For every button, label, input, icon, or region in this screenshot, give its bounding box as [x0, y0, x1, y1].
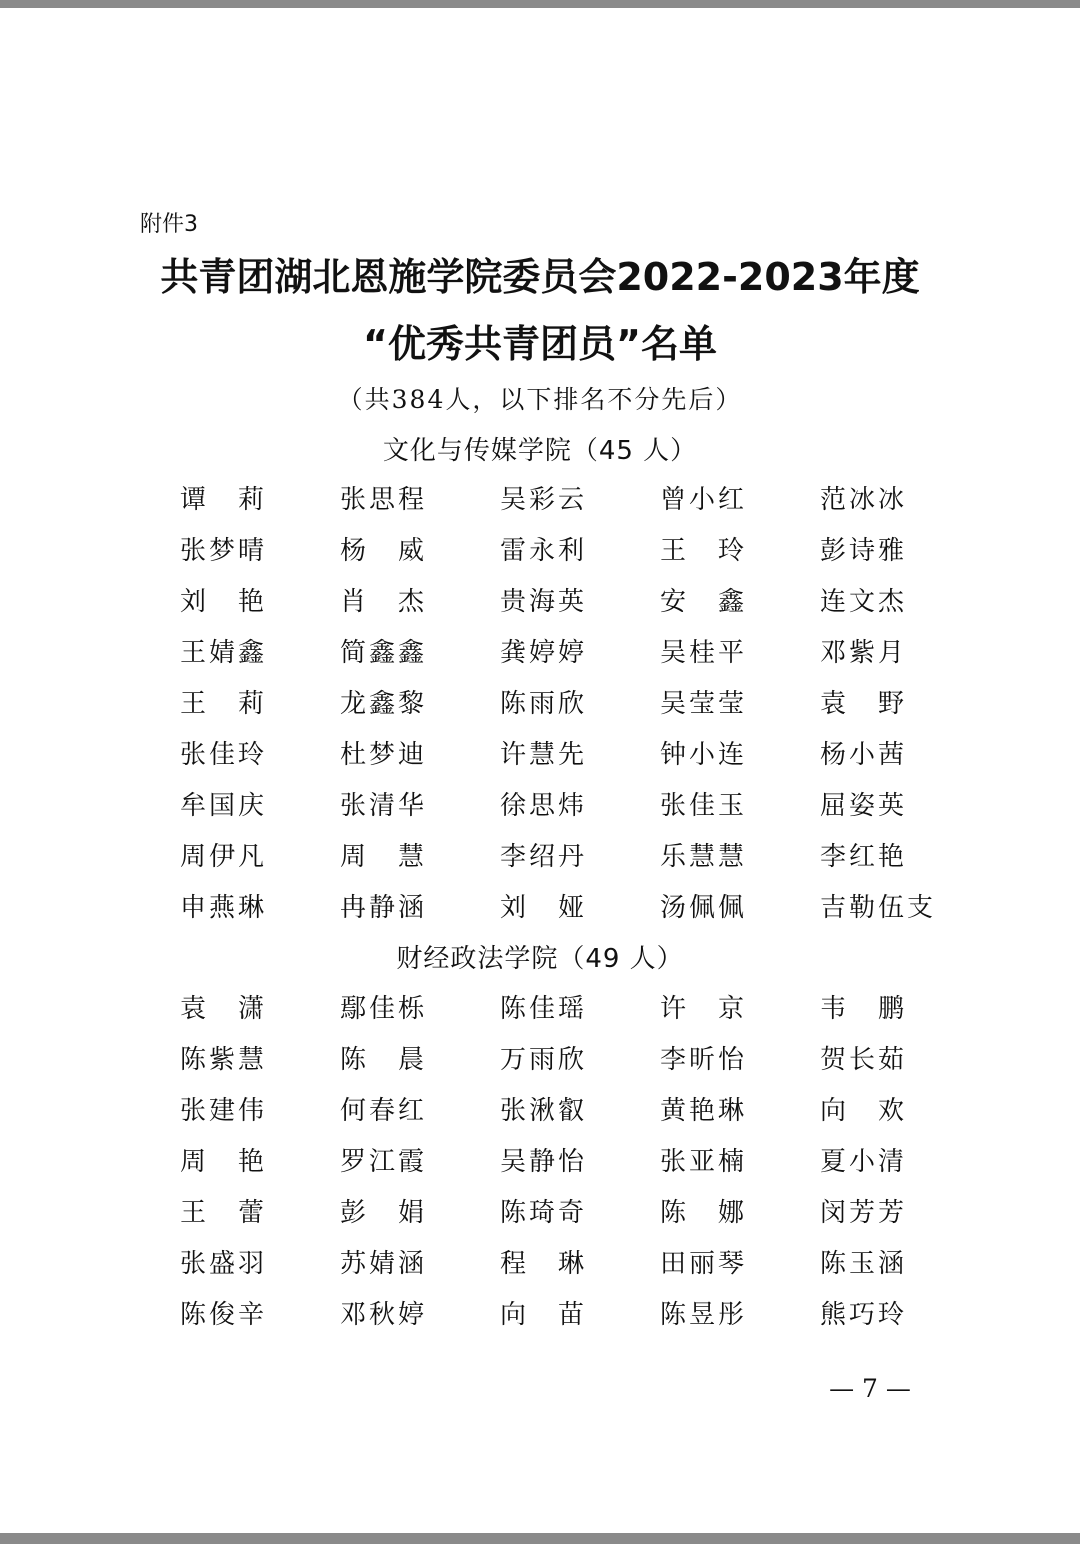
name-entry: 雷永利: [500, 536, 588, 566]
name-entry: 邓紫月: [820, 638, 908, 668]
name-entry: 杜梦迪: [340, 740, 428, 770]
name-entry: 陈玉涵: [820, 1249, 908, 1279]
name-entry: 王 蕾: [180, 1198, 268, 1228]
name-entry: 黄艳琳: [660, 1096, 748, 1126]
name-entry: 张佳玉: [660, 791, 748, 821]
name-entry: 陈佳瑶: [500, 994, 588, 1024]
name-entry: 张盛羽: [180, 1249, 268, 1279]
name-entry: 吴静怡: [500, 1147, 588, 1177]
name-entry: 牟国庆: [180, 791, 268, 821]
name-entry: 屈姿英: [820, 791, 908, 821]
name-entry: 张梦晴: [180, 536, 268, 566]
name-entry: 向 欢: [820, 1096, 908, 1126]
name-entry: 韦 鹏: [820, 994, 908, 1024]
name-entry: 袁 潇: [180, 994, 268, 1024]
name-entry: 申燕琳: [180, 893, 268, 923]
name-entry: 龚婷婷: [500, 638, 588, 668]
name-list-finance-law: [180, 989, 980, 1346]
document-note: （共384人，以下排名不分先后）: [337, 385, 743, 414]
name-entry: 张佳玲: [180, 740, 268, 770]
name-entry: 闵芳芳: [820, 1198, 908, 1228]
name-entry: 许 京: [660, 994, 748, 1024]
section-title-culture-media: 文化与传媒学院（45 人）: [382, 436, 698, 466]
name-entry: 王婧鑫: [180, 638, 268, 668]
name-entry: 肖 杰: [340, 587, 428, 617]
name-entry: 吴彩云: [500, 485, 588, 515]
name-entry: 张亚楠: [660, 1147, 748, 1177]
name-entry: 向 苗: [500, 1300, 588, 1330]
name-entry: 熊巧玲: [820, 1300, 908, 1330]
name-entry: 乐慧慧: [660, 842, 748, 872]
name-entry: 简鑫鑫: [340, 638, 428, 668]
name-entry: 张思程: [340, 485, 428, 515]
name-entry: 周伊凡: [180, 842, 268, 872]
name-entry: 杨 威: [340, 536, 428, 566]
name-entry: 张建伟: [180, 1096, 268, 1126]
name-entry: 安 鑫: [660, 587, 748, 617]
name-entry: 谭 莉: [180, 485, 268, 515]
name-entry: 李红艳: [820, 842, 908, 872]
name-entry: 李昕怡: [660, 1045, 748, 1075]
name-entry: 程 琳: [500, 1249, 588, 1279]
name-entry: 张湫叡: [500, 1096, 588, 1126]
name-entry: 张清华: [340, 791, 428, 821]
viewer-top-border: [0, 0, 1080, 8]
name-entry: 苏婧涵: [340, 1249, 428, 1279]
name-entry: 田丽琴: [660, 1249, 748, 1279]
name-entry: 刘 艳: [180, 587, 268, 617]
name-entry: 邓秋婷: [340, 1300, 428, 1330]
page-number: — 7 —: [829, 1374, 911, 1403]
name-entry: 贵海英: [500, 587, 588, 617]
name-entry: 李绍丹: [500, 842, 588, 872]
viewer-bottom-border: [0, 1533, 1080, 1544]
document-title-line-1: 共青团湖北恩施学院委员会2022-2023年度: [160, 255, 920, 299]
name-entry: 王 玲: [660, 536, 748, 566]
name-entry: 贺长茹: [820, 1045, 908, 1075]
name-entry: 许慧先: [500, 740, 588, 770]
name-entry: 曾小红: [660, 485, 748, 515]
name-entry: 罗江霞: [340, 1147, 428, 1177]
name-entry: 范冰冰: [820, 485, 908, 515]
name-entry: 徐思炜: [500, 791, 588, 821]
name-entry: 杨小茜: [820, 740, 908, 770]
name-entry: 吉勒伍支: [820, 893, 937, 923]
name-entry: 陈俊辛: [180, 1300, 268, 1330]
name-entry: 何春红: [340, 1096, 428, 1126]
name-entry: 连文杰: [820, 587, 908, 617]
document-title-line-2: “优秀共青团员”名单: [363, 322, 717, 366]
name-entry: 吴莹莹: [660, 689, 748, 719]
name-entry: 陈 晨: [340, 1045, 428, 1075]
attachment-label: 附件3: [140, 212, 198, 237]
name-entry: 钟小连: [660, 740, 748, 770]
name-entry: 陈琦奇: [500, 1198, 588, 1228]
name-entry: 冉静涵: [340, 893, 428, 923]
name-entry: 王 莉: [180, 689, 268, 719]
name-entry: 鄢佳栎: [340, 994, 428, 1024]
name-entry: 汤佩佩: [660, 893, 748, 923]
name-entry: 陈雨欣: [500, 689, 588, 719]
name-entry: 刘 娅: [500, 893, 588, 923]
name-list-culture-media: [180, 480, 980, 939]
name-entry: 周 艳: [180, 1147, 268, 1177]
name-entry: 彭诗雅: [820, 536, 908, 566]
name-entry: 陈昱彤: [660, 1300, 748, 1330]
name-entry: 陈紫慧: [180, 1045, 268, 1075]
name-entry: 陈 娜: [660, 1198, 748, 1228]
name-entry: 袁 野: [820, 689, 908, 719]
name-entry: 吴桂平: [660, 638, 748, 668]
name-entry: 万雨欣: [500, 1045, 588, 1075]
name-entry: 彭 娟: [340, 1198, 428, 1228]
name-entry: 龙鑫黎: [340, 689, 428, 719]
section-title-finance-law: 财经政法学院（49 人）: [396, 944, 684, 974]
name-entry: 夏小清: [820, 1147, 908, 1177]
name-entry: 周 慧: [340, 842, 428, 872]
